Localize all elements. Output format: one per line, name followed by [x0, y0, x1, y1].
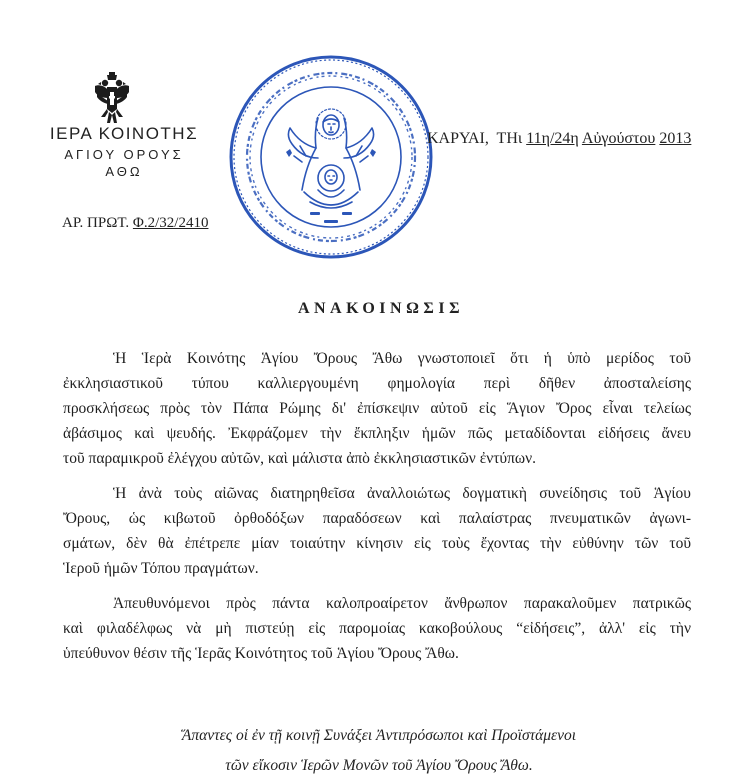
body-line: σμάτων, δὲν θὰ ἐπέτρεπε μίαν τοιαύτην κίνησιν εἰς τοὺς ἔχοντας τὴν εὐθύνην τῶν τοῦ — [63, 535, 691, 552]
double-headed-eagle-emblem — [93, 72, 131, 124]
body-line: Ἱεροῦ ἡμῶν Τόπου πραγμάτων. — [63, 560, 259, 577]
community-seal-stamp — [226, 52, 436, 262]
body-line: ὑπεύθυνον θέσιν τῆς Ἱερᾶς Κοινότητος τοῦ Ἁγίου Ὄρους Ἄθω. — [63, 645, 459, 662]
body-line: Ἡ Ἱερὰ Κοινότης Ἁγίου Ὄρους Ἄθω γνωστοποιεῖ ὅτι ἡ ὑπὸ μερίδος τοῦ — [113, 350, 691, 367]
body-line: καὶ φιλαδέλφως νὰ μὴ πιστεύῃ εἰς παρομοίας κακοβούλους “εἰδήσεις”, ἀλλ' εἰς τὴν — [63, 620, 691, 637]
body-line: προσκλήσεως πρὸς τὸν Πάπα Ρώμης δι' ἐπίσκεψιν αὐτοῦ εἰς Ἅγιον Ὄρος εἶναι τελείως — [63, 400, 691, 417]
closing-line2: τῶν εἴκοσιν Ἱερῶν Μονῶν τοῦ Ἁγίου Ὄρους Ἄθω. — [225, 757, 533, 774]
protocol-number — [62, 215, 208, 232]
announcement-body — [63, 346, 691, 666]
place-and-date — [427, 130, 691, 148]
protocol-value: Φ.2/32/2410 — [132, 215, 209, 231]
body-line: ἀβάσιμος καὶ ψευδής. Ἐκφράζομεν τὴν ἔκπληξιν ἡμῶν πῶς μεταδίδονται εἰδήσεις ἄνευ — [63, 425, 691, 442]
document-title: ΑΝΑΚΟΙΝΩΣΙΣ — [297, 300, 465, 317]
date-month: Αὐγούστου — [581, 130, 656, 147]
date-prefix: ΤΗι — [496, 130, 523, 147]
protocol-label: ΑΡ. ΠΡΩΤ. — [62, 215, 130, 231]
org-name-line3: ΑΘΩ — [105, 164, 143, 179]
body-line: Ἡ ἀνὰ τοὺς αἰῶνας διατηρηθεῖσα ἀναλλοιώτως δογματικὴ συνείδησις τοῦ Ἁγίου — [113, 485, 691, 502]
org-name-line1: ΙΕΡΑ ΚΟΙΝΟΤΗΣ — [49, 124, 199, 143]
date-day: 11η/24η — [526, 130, 579, 147]
body-line: τοῦ παραμικροῦ ἐλέγχου αὐτῶν, καὶ μάλιστα ἀπὸ ἐκκλησιαστικῶν ἐντύπων. — [63, 450, 537, 467]
body-line: ἐκκλησιαστικοῦ τύπου καλλιεργουμένη φημολογία περὶ δῆθεν ἀποσταλείσης — [63, 375, 691, 392]
date-year: 2013 — [659, 130, 692, 147]
body-line: Ὄρους, ὡς κιβωτοῦ ὀρθοδόξων παραδόσεων καὶ παλαίστρας πνευματικῶν ἀγωνι- — [63, 510, 691, 527]
body-line: Ἀπευθυνόμενοι πρὸς πάντα καλοπροαίρετον ἄνθρωπον παρακαλοῦμεν πατρικῶς — [113, 595, 691, 612]
place-name: ΚΑΡΥΑΙ, — [427, 130, 489, 147]
closing-signature-block — [0, 721, 750, 781]
closing-line1: Ἅπαντες οἱ ἐν τῇ κοινῇ Συνάξει Ἀντιπρόσωποι καὶ Προϊστάμενοι — [181, 727, 577, 744]
org-name-line2: ΑΓΙΟΥ ΟΡΟΥΣ — [64, 147, 184, 162]
